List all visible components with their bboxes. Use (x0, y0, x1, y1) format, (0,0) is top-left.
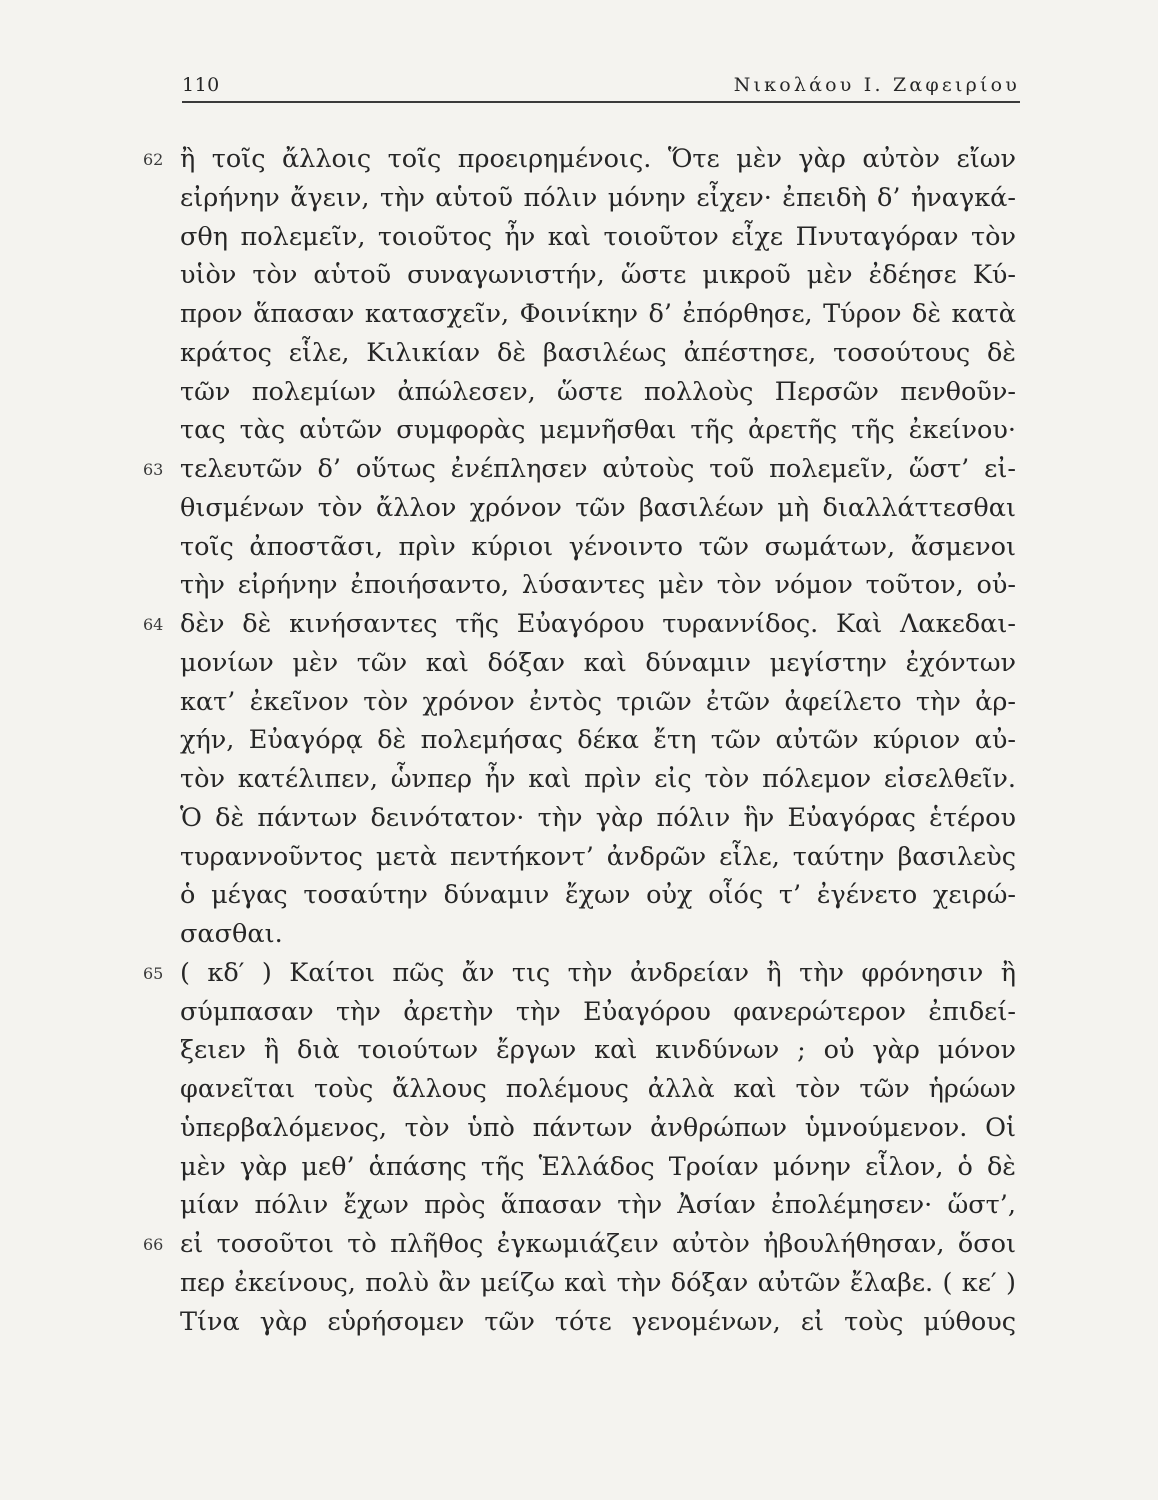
text-line: δὲν δὲ κινήσαντες τῆς Εὐαγόρου τυραννίδος. Καὶ Λακεδαι- (180, 609, 1016, 639)
text-line: μονίων μὲν τῶν καὶ δόξαν καὶ δύναμιν μεγίστην ἐχόντων (180, 647, 1016, 678)
text-line: μὲν γὰρ μεθ’ ἁπάσης τῆς Ἑλλάδος Τροίαν μόνην εἷλον, ὁ δὲ (180, 1151, 1016, 1182)
text-line: εἰρήνην ἄγειν, τὴν αὑτοῦ πόλιν μόνην εἶχεν· ἐπειδὴ δ’ ἠναγκά- (180, 182, 1016, 213)
text-line: σύμπασαν τὴν ἀρετὴν τὴν Εὐαγόρου φανερώτερον ἐπιδεί- (180, 996, 1016, 1027)
text-line: τας τὰς αὑτῶν συμφορὰς μεμνῆσθαι τῆς ἀρετῆς τῆς ἐκείνου· (180, 415, 1016, 446)
text-line: σθη πολεμεῖν, τοιοῦτος ἦν καὶ τοιοῦτον εἶχε Πνυταγόραν τὸν (180, 221, 1016, 252)
text-line: σασθαι. (180, 919, 283, 949)
text-line: ξειεν ἢ διὰ τοιούτων ἔργων καὶ κινδύνων ; οὐ γὰρ μόνον (180, 1035, 1016, 1066)
page-header (182, 68, 1020, 102)
text-line: ὑπερβαλόμενος, τὸν ὑπὸ πάντων ἀνθρώπων ὑμνούμενον. Οἱ (180, 1112, 1016, 1143)
text-line: τῶν πολεμίων ἀπώλεσεν, ὥστε πολλοὺς Περσῶν πενθοῦν- (180, 376, 1016, 407)
text-line: προν ἅπασαν κατασχεῖν, Φοινίκην δ’ ἐπόρθησε, Τύρον δὲ κατὰ (180, 299, 1016, 329)
running-head: Νικολάου Ι. Ζαφειρίου (733, 74, 1020, 96)
text-line: ἢ τοῖς ἄλλοις τοῖς προειρημένοις. Ὅτε μὲν γὰρ αὐτὸν εἴων (180, 144, 1016, 174)
text-line: τοῖς ἀποστᾶσι, πρὶν κύριοι γένοιντο τῶν σωμάτων, ἄσμενοι (180, 531, 1016, 562)
text-line: ( κδ′ ) Καίτοι πῶς ἄν τις τὴν ἀνδρείαν ἢ τὴν φρόνησιν ἢ (180, 957, 1016, 988)
text-line: μίαν πόλιν ἔχων πρὸς ἅπασαν τὴν Ἀσίαν ἐπολέμησεν· ὥστ’, (180, 1190, 1016, 1221)
text-line: κράτος εἷλε, Κιλικίαν δὲ βασιλέως ἀπέστησε, τοσούτους δὲ (180, 337, 1016, 368)
text-line: τὸν κατέλιπεν, ὧνπερ ἦν καὶ πρὶν εἰς τὸν πόλεμον εἰσελθεῖν. (180, 764, 1016, 794)
text-line: περ ἐκείνους, πολὺ ἂν μείζω καὶ τὴν δόξαν αὐτῶν ἔλαβε. ( κε′ ) (180, 1267, 1016, 1298)
text-line: τελευτῶν δ’ οὕτως ἐνέπλησεν αὐτοὺς τοῦ πολεμεῖν, ὥστ’ εἰ- (180, 454, 1016, 484)
page-number: 110 (182, 74, 220, 96)
text-line: εἰ τοσοῦτοι τὸ πλῆθος ἐγκωμιάζειν αὐτὸν ἠβουλήθησαν, ὅσοι (180, 1229, 1016, 1259)
text-line: χήν, Εὐαγόρᾳ δὲ πολεμήσας δέκα ἔτη τῶν αὐτῶν κύριον αὐ- (180, 725, 1016, 756)
text-line: Τίνα γὰρ εὑρήσομεν τῶν τότε γενομένων, εἰ τοὺς μύθους (180, 1306, 1016, 1337)
text-line: υἱὸν τὸν αὑτοῦ συναγωνιστήν, ὥστε μικροῦ μὲν ἐδέησε Κύ- (180, 260, 1016, 291)
text-line: Ὁ δὲ πάντων δεινότατον· τὴν γὰρ πόλιν ἣν Εὐαγόρας ἑτέρου (180, 802, 1016, 833)
section-number: 66 (143, 1235, 164, 1254)
text-line: τὴν εἰρήνην ἐποιήσαντο, λύσαντες μὲν τὸν νόμον τοῦτον, οὐ- (180, 570, 1016, 601)
text-line: φανεῖται τοὺς ἄλλους πολέμους ἀλλὰ καὶ τὸν τῶν ἡρώων (180, 1074, 1016, 1104)
header-rule (182, 101, 1020, 103)
section-number: 62 (143, 150, 164, 169)
text-line: τυραννοῦντος μετὰ πεντήκοντ’ ἀνδρῶν εἷλε, ταύτην βασιλεὺς (180, 841, 1016, 872)
section-number: 63 (143, 460, 164, 479)
section-number: 64 (143, 615, 164, 634)
text-line: θισμένων τὸν ἄλλον χρόνον τῶν βασιλέων μὴ διαλλάττεσθαι (180, 492, 1016, 523)
section-number: 65 (143, 963, 164, 983)
text-line: κατ’ ἐκεῖνον τὸν χρόνον ἐντὸς τριῶν ἐτῶν ἀφείλετο τὴν ἀρ- (180, 686, 1016, 717)
text-line: ὁ μέγας τοσαύτην δύναμιν ἔχων οὐχ οἷός τ’ ἐγένετο χειρώ- (180, 880, 1016, 911)
